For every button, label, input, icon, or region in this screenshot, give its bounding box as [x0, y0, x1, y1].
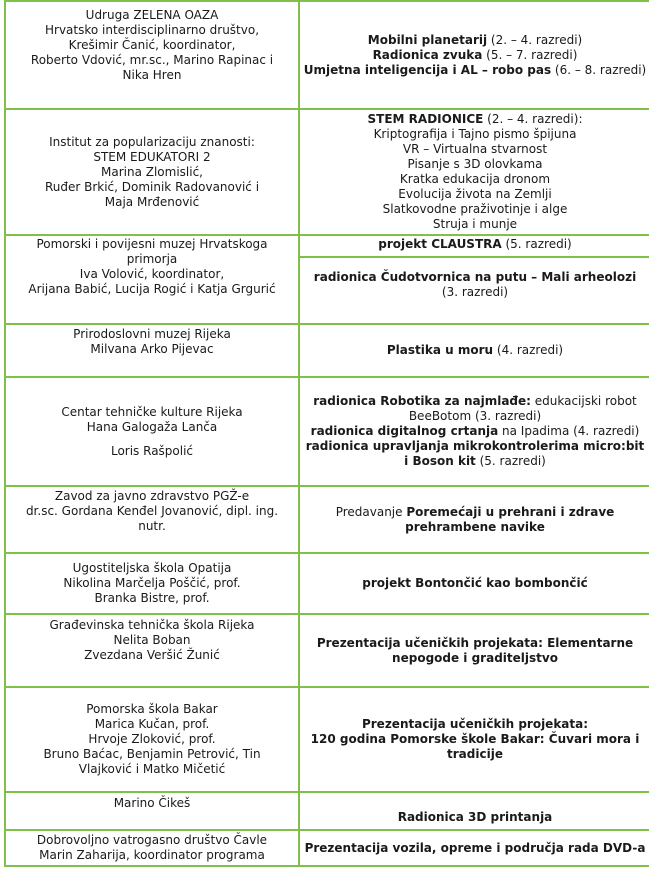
table-row [5, 486, 649, 553]
activity-entry: Predavanje Poremećaji u prehrani i zdrave prehrambene navike [335, 504, 615, 534]
activity-entry: Prezentacija vozila, opreme i područja rada DVD-a [304, 840, 646, 855]
activity-cell [299, 830, 649, 866]
activity-entry: projekt CLAUSTRA (5. razredi) [378, 237, 572, 251]
organizer-line: Krešimir Čanić, koordinator, [68, 38, 236, 52]
organizer-line: nutr. [138, 519, 166, 533]
workshop-item: Kratka edukacija dronom [399, 172, 551, 186]
workshop-item: Pisanje s 3D olovkama [407, 157, 543, 171]
cell-divider [300, 256, 649, 258]
organizer-cell [5, 377, 299, 486]
activity-entry: radionica upravljanja mikrokontrolerima micro:bit i Boson kit (5. razredi) [305, 439, 645, 468]
organizer-line: Ugostiteljska škola Opatija [72, 561, 232, 575]
organizer-line: Ruđer Brkić, Dominik Radovanović i [44, 179, 260, 194]
table-row [5, 377, 649, 486]
organizer-line: Marino Čikeš [113, 796, 191, 810]
organizer-cell [5, 553, 299, 614]
activity-cell [299, 553, 649, 614]
organizer-line: Marica Kučan, prof. [94, 717, 210, 731]
activity-entry: Radionica zvuka (5. – 7. razredi) [372, 47, 578, 62]
organizer-cell [5, 614, 299, 687]
activity-cell [299, 687, 649, 792]
organizer-line: Loris Rašpolić [110, 443, 194, 458]
organizer-line: Arijana Babić, Lucija Rogić i Katja Grgurić [28, 282, 276, 296]
activity-entry: radionica digitalnog crtanja na Ipadima (4. razredi) [310, 424, 640, 438]
workshop-item: VR – Virtualna stvarnost [402, 142, 548, 156]
workshop-item: Struja i munje [432, 217, 518, 231]
table-row [5, 235, 649, 324]
organizer-cell [5, 1, 299, 109]
table-row [5, 614, 649, 687]
organizer-line: Roberto Vdović, mr.sc., Marino Rapinac i [30, 53, 274, 67]
organizer-line: Milvana Arko Pijevac [90, 342, 214, 356]
activity-entry: Mobilni planetarij (2. – 4. razredi) [367, 32, 583, 47]
organizer-line: Udruga ZELENA OAZA [85, 8, 219, 22]
organizer-cell [5, 792, 299, 830]
activity-cell [299, 377, 649, 486]
organizer-line: Marina Zlomislić, [101, 164, 203, 179]
organizer-line: Hrvatsko interdisciplinarno društvo, [44, 23, 260, 37]
organizer-line: dr.sc. Gordana Kenđel Jovanović, dipl. ing. [25, 504, 279, 518]
table-row [5, 109, 649, 235]
activity-cell [299, 614, 649, 687]
organizer-cell [5, 109, 299, 235]
organizer-line: Marin Zaharija, koordinator programa [39, 848, 265, 862]
activity-entry: Prezentacija učeničkih projekata: Elementarne nepogode i graditeljstvo [316, 635, 634, 665]
organizer-line: Nelita Boban [113, 633, 191, 647]
organizer-line: Centar tehničke kulture Rijeka [61, 404, 243, 419]
organizer-line: Dobrovoljno vatrogasno društvo Čavle [36, 833, 268, 847]
organizer-cell [5, 486, 299, 553]
activity-cell [299, 486, 649, 553]
activity-entry: Prezentacija učeničkih projekata: [361, 717, 589, 731]
organizer-line: Pomorski i povijesni muzej Hrvatskoga [36, 237, 268, 251]
activity-cell [299, 324, 649, 377]
activity-entry: radionica Robotika za najmlađe: edukacijski robot BeeBotom (3. razredi) [313, 394, 637, 423]
activity-cell [299, 792, 649, 830]
workshop-item: Slatkovodne praživotinje i alge [382, 202, 568, 216]
organizer-cell [5, 235, 299, 324]
activity-entry: 120 godina Pomorske škole Bakar: Čuvari mora i tradicije [310, 732, 640, 761]
organizer-line: Vlajković i Matko Mičetić [78, 762, 226, 776]
activity-entry: radionica Čudotvornica na putu – Mali arheolozi [313, 270, 637, 284]
organizer-line: Branka Bistre, prof. [94, 591, 210, 605]
organizer-line: Pomorska škola Bakar [86, 702, 218, 716]
organizer-line: Zvezdana Veršić Žunić [84, 648, 220, 662]
activity-entry: Plastika u moru (4. razredi) [386, 343, 564, 357]
activity-heading: STEM RADIONICE (2. – 4. razredi): [367, 112, 583, 126]
organizer-line: Hrvoje Zloković, prof. [88, 732, 216, 746]
activity-entry: Umjetna inteligencija i AL – robo pas (6. – 8. razredi) [303, 62, 647, 77]
organizer-line: Nika Hren [122, 68, 182, 82]
activity-entry: projekt Bontončić kao bombončić [362, 576, 588, 590]
workshop-item: Kriptografija i Tajno pismo špijuna [373, 127, 577, 141]
activity-grade: (3. razredi) [441, 285, 509, 299]
table-row [5, 792, 649, 830]
organizer-line: Iva Volović, koordinator, [79, 267, 225, 281]
activity-cell [299, 109, 649, 235]
organizer-line: Građevinska tehnička škola Rijeka [49, 618, 255, 632]
activity-entry: Radionica 3D printanja [397, 810, 553, 824]
activity-cell [299, 235, 649, 324]
organizer-line: STEM EDUKATORI 2 [93, 149, 211, 164]
organizer-line: Institut za popularizaciju znanosti: [49, 134, 255, 149]
workshop-item: Evolucija života na Zemlji [398, 187, 552, 201]
organizer-cell [5, 687, 299, 792]
table-row [5, 1, 649, 109]
organizer-line: Prirodoslovni muzej Rijeka [73, 327, 231, 341]
organizer-line: primorja [126, 252, 178, 266]
table-row [5, 553, 649, 614]
organizer-cell [5, 830, 299, 866]
activity-cell [299, 1, 649, 109]
organizer-line: Zavod za javno zdravstvo PGŽ-e [54, 489, 250, 503]
program-table [4, 0, 649, 867]
organizer-cell [5, 324, 299, 377]
organizer-line: Hana Galogaža Lanča [86, 419, 218, 434]
organizer-line: Nikolina Marčelja Poščić, prof. [63, 576, 241, 590]
table-row [5, 324, 649, 377]
organizer-line: Maja Mrđenović [104, 194, 200, 209]
organizer-line: Bruno Baćac, Benjamin Petrović, Tin [43, 747, 261, 761]
table-row [5, 830, 649, 866]
table-row [5, 687, 649, 792]
